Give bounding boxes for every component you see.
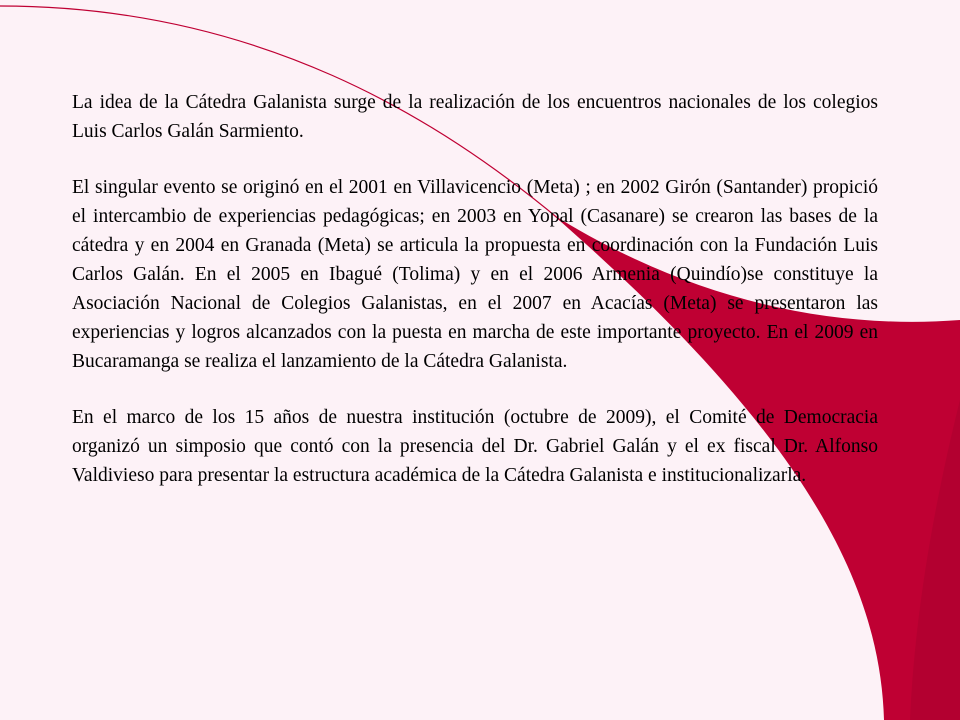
paragraph-symposium: En el marco de los 15 años de nuestra institución (octubre de 2009), el Comité de Democracia organizó un simposio que contó con la presencia del Dr. Gabriel Galán y el ex fiscal Dr. Alfonso Valdivieso para presentar la estructura académica de la Cátedra Galanista e institucionalizarla.	[72, 407, 878, 486]
slide-body-text	[72, 88, 878, 517]
paragraph-intro: La idea de la Cátedra Galanista surge de la realización de los encuentros nacionales de los colegios Luis Carlos Galán Sarmiento.	[72, 92, 878, 142]
paragraph-history: El singular evento se originó en el 2001 en Villavicencio (Meta) ; en 2002 Girón (Santander) propició el intercambio de experiencias pedagógicas; en 2003 en Yopal (Casanare) se crearon las bases de la cátedra y en 2004 en Granada (Meta) se articula la propuesta en coordinación con la Fundación Luis Carlos Galán. En el 2005 en Ibagué (Tolima) y en el 2006 Armenia (Quindío)se constituye la Asociación Nacional de Colegios Galanistas, en el 2007 en Acacías (Meta) se presentaron las experiencias y logros alcanzados con la puesta en marcha de este importante proyecto. En el 2009 en Bucaramanga se realiza el lanzamiento de la Cátedra Galanista.	[72, 177, 878, 372]
